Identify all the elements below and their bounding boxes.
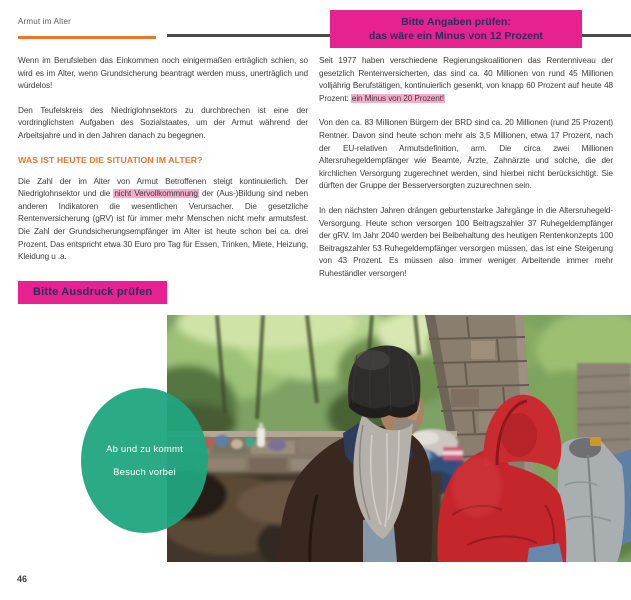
left-paragraph-3-highlight: nicht Vervollkommnung [114, 189, 198, 199]
orange-rule [18, 36, 156, 39]
left-paragraph-3-pre: Die Zahl der im Alter von Armut Betroffenen steigt kontinuierlich. Der Niedriglohnsektor und die [18, 176, 308, 199]
callout-line2: das wäre ein Minus von 12 Prozent [369, 30, 543, 42]
caption-line2: Besuch vorbei [113, 466, 176, 478]
caption-circle [81, 388, 208, 533]
hanging-clothes [558, 437, 631, 562]
left-paragraph-3-post: der (Aus-)Bildung sind neben anderen Indikatoren die wesentlichen Verursacher. Die gesetzliche Rentenversicherung (gRV) ist für immer mehr Menschen nicht mehr armutsfest. Die Zahl der Grundsicherungsempfänger im Alter ist heute schon bei ca. drei Prozent. Das entspricht etwa 30 Euro pro Tag für Essen, Trinken, Miete, Heizung, Kleidung u .a. [18, 189, 308, 262]
caption-line1: Ab und zu kommt [106, 443, 183, 455]
section-label: Armut im Alter [18, 17, 72, 26]
callout-line1: Bitte Angaben prüfen: [401, 16, 511, 28]
right-paragraph-2: Von den ca. 83 Millionen Bürgern der BRD sind ca. 20 Millionen (rund 25 Prozent) Rentner. Davon sind heute schon mehr als 3,5 Millionen, etwa 17 Prozent, nach der EU-relativen Armutsdefinition, arm. Die circa zwei Millionen Altersruhegeldempfänger wie Beamte, Ärzte, Zahnärzte und solche, die der kirchlichen Versorgung zugerechnet werden, sind hierbei nicht berücksichtigt. Sie dürften der Gruppe der Besserversorgten zuzurechnen sein. [319, 118, 613, 191]
left-paragraph-2: Den Teufelskreis des Niedriglohnsektors zu durchbrechen ist eine der vordringlichsten Aufgaben des Sozialstaates, um der Armut während der Arbeitsjahre und in den Jahren danach zu begegnen. [18, 105, 308, 140]
right-column [319, 55, 613, 293]
photo-two-men-outdoors [167, 315, 631, 562]
left-paragraph-3 [18, 176, 308, 264]
right-paragraph-3: In den nächsten Jahren drängen geburtenstarke Jahrgänge in die Altersruhegeld-Versorgung. Heute schon versorgen 100 Beitragszahler 37 Ruhegeldempfänger der gRV. Im Jahr 2040 werden bei Beibehaltung des heutigen Rentenkonzepts 100 Beitragszahler 53 Ruhegeldempfänger versorgen müssen, das ist eine Steigerung von 43 Prozent. Es müssen also immer weniger Arbeitende immer mehr Ruheständler versorgen! [319, 205, 613, 278]
left-paragraph-1: Wenn im Berufsleben das Einkommen noch einigermaßen erträglich schien, so wird es im Alter, wenn Grundsicherung beantragt werden muss, unerträglich und würdelos! [18, 56, 308, 91]
right-paragraph-1-pre: Seit 1977 haben verschiedene Regierungskoalitionen das Rentenniveau der gesetzlich Rentenversicherten, das sind ca. 40 Millionen von rund 45 Millionen volljährig Berufstätigen, kontinuierlich gesenkt, von knapp 60 Prozent auf heute 48 Prozent: [319, 56, 613, 103]
check-print-button[interactable]: Bitte Ausdruck prüfen [18, 281, 167, 304]
right-paragraph-1 [319, 55, 613, 105]
left-column [18, 55, 308, 304]
page-number: 46 [17, 574, 28, 584]
right-paragraph-1-highlight: ein Minus von 20 Prozent! [351, 93, 445, 103]
callout-annotation[interactable] [330, 10, 582, 48]
section-heading: WAS IST HEUTE DIE SITUATION IM ALTER? [18, 154, 203, 165]
